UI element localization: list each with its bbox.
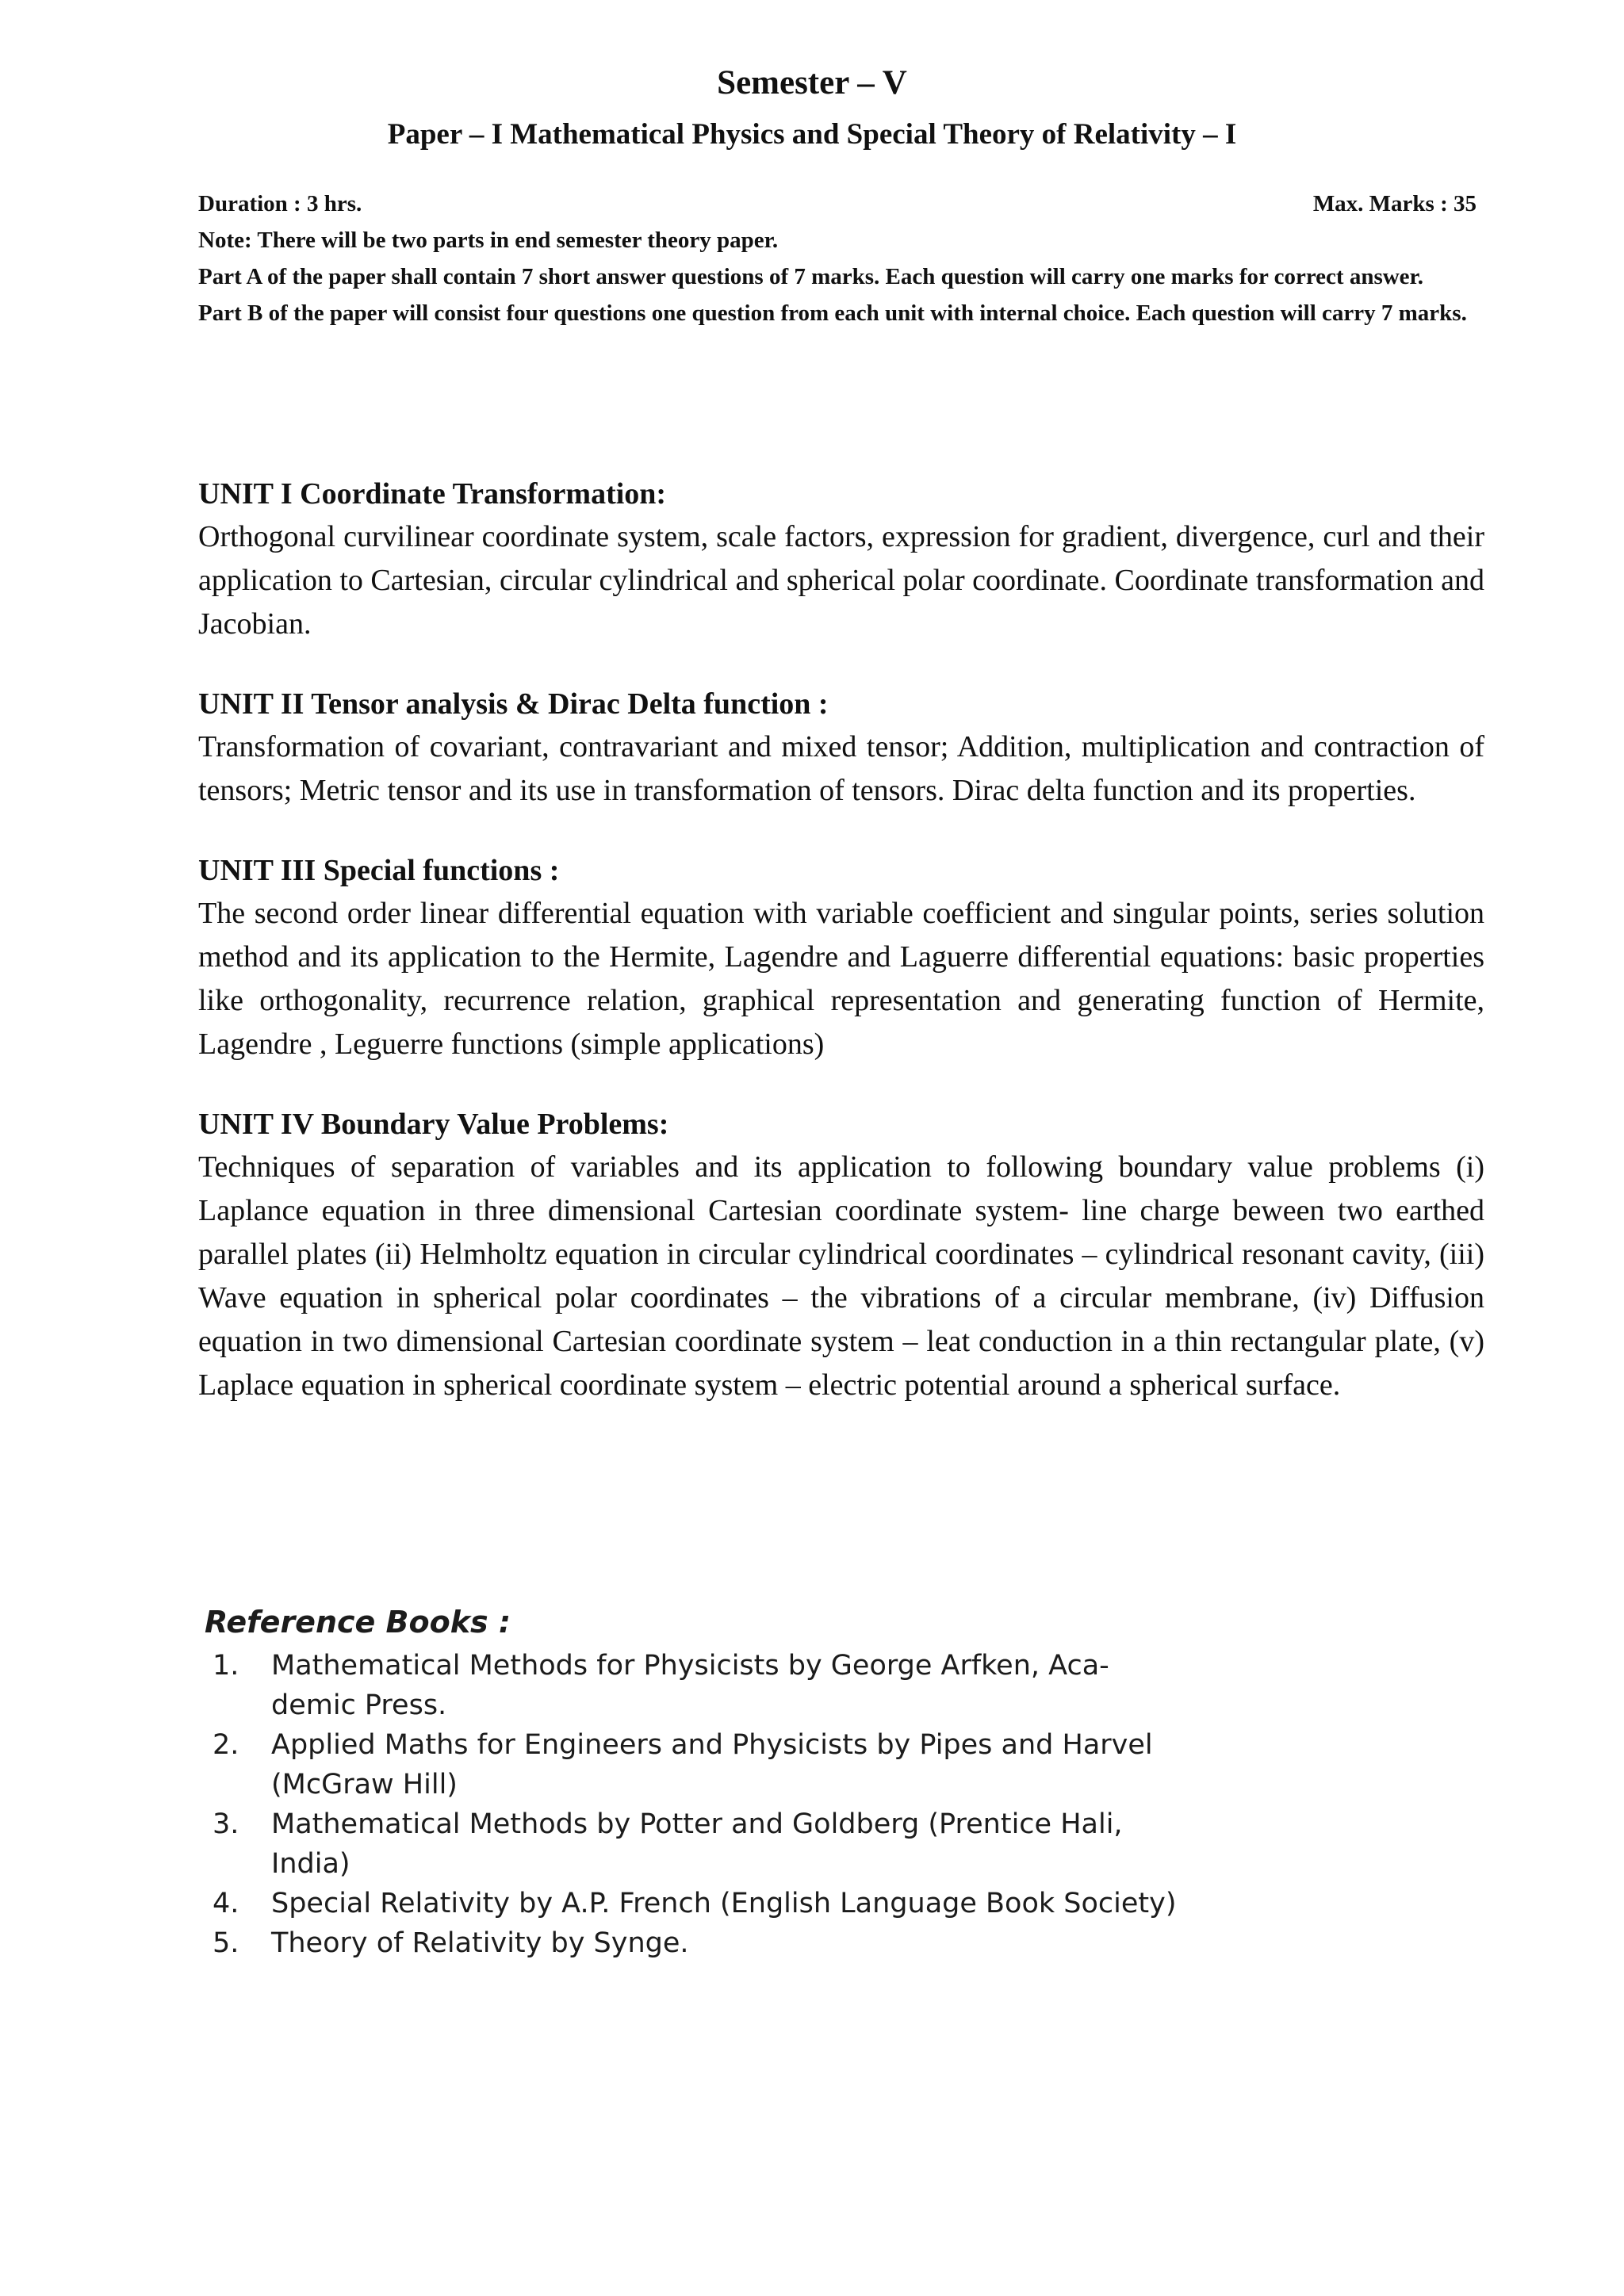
unit-body: Orthogonal curvilinear coordinate system, scale factors, expression for gradient, divergence, curl and their application to Cartesian, circular cylindrical and spherical polar coordinate. Coordinate transformation and Jacobian.: [198, 520, 1484, 641]
list-item: [205, 1804, 1188, 1884]
unit-body: Techniques of separation of variables and its application to following boundary value problems (i) Laplance equation in three dimensional Cartesian coordinate system- line charge beween two earthed parallel plates (ii) Helmholtz equation in circular cylindrical coordinates – cylindrical resonant cavity, (iii) Wave equation in spherical polar coordinates – the vibrations of a circular membrane, (iv) Diffusion equation in two dimensional Cartesian coordinate system – leat conduction in a thin rectangular plate, (v) Laplace equation in spherical coordinate system – electric potential around a spherical surface.: [198, 1150, 1484, 1402]
list-item-number: 1.: [213, 1650, 239, 1682]
duration-text: Duration : 3 hrs.: [198, 191, 362, 216]
unit-title: UNIT I Coordinate Transformation:: [198, 477, 667, 511]
unit-title: UNIT IV Boundary Value Problems:: [198, 1108, 669, 1141]
list-item-text: Applied Maths for Engineers and Physicists by Pipes and Harvel (McGraw Hill): [271, 1729, 1153, 1800]
note-text: Note: There will be two parts in end semester theory paper.: [198, 228, 779, 253]
semester-heading: Semester – V: [717, 64, 907, 101]
list-item: [205, 1884, 1188, 1923]
unit-3: [198, 849, 1484, 1066]
list-item: [205, 1923, 1188, 1963]
unit-body: The second order linear differential equation with variable coefficient and singular points, series solution method and its application to the Hermite, Lagendre and Laguerre differential equations: basic properties like orthogonality, recurrence relation, graphical representation and generating function of Hermite, Lagendre , Leguerre functions (simple applications): [198, 897, 1484, 1061]
list-item-text: Mathematical Methods by Potter and Goldberg (Prentice Hali, India): [271, 1808, 1123, 1880]
reference-list: [205, 1646, 1188, 1963]
part-b-text: Part B of the paper will consist four questions one question from each unit with internal choice. Each question will carry 7 marks.: [198, 300, 1467, 326]
max-marks-text: Max. Marks : 35: [1312, 191, 1477, 216]
list-item-number: 5.: [213, 1927, 239, 1959]
units-section: [198, 473, 1484, 1444]
list-item-text: Mathematical Methods for Physicists by George Arfken, Aca- demic Press.: [271, 1650, 1109, 1721]
list-item-number: 4.: [213, 1888, 239, 1919]
unit-body: Transformation of covariant, contravariant and mixed tensor; Addition, multiplication and contraction of tensors; Metric tensor and its use in transformation of tensors. Dirac delta function and its properties.: [198, 730, 1484, 807]
reference-books: [205, 1601, 1188, 1963]
list-item-number: 3.: [213, 1808, 239, 1840]
unit-2: [198, 683, 1484, 813]
duration-marks-row: [198, 186, 1484, 222]
unit-1: [198, 473, 1484, 646]
exam-info: [198, 186, 1484, 331]
unit-title: UNIT III Special functions :: [198, 854, 560, 887]
list-item-number: 2.: [213, 1729, 239, 1761]
reference-books-title: Reference Books :: [205, 1605, 511, 1640]
unit-title: UNIT II Tensor analysis & Dirac Delta function :: [198, 687, 829, 721]
paper-heading: Paper – I Mathematical Physics and Special Theory of Relativity – I: [387, 118, 1237, 151]
list-item-text: Theory of Relativity by Synge.: [271, 1927, 689, 1959]
part-a-text: Part A of the paper shall contain 7 short answer questions of 7 marks. Each question will carry one marks for correct answer.: [198, 264, 1424, 289]
list-item-text: Special Relativity by A.P. French (English Language Book Society): [271, 1888, 1177, 1919]
list-item: [205, 1646, 1188, 1725]
unit-4: [198, 1103, 1484, 1407]
list-item: [205, 1725, 1188, 1804]
